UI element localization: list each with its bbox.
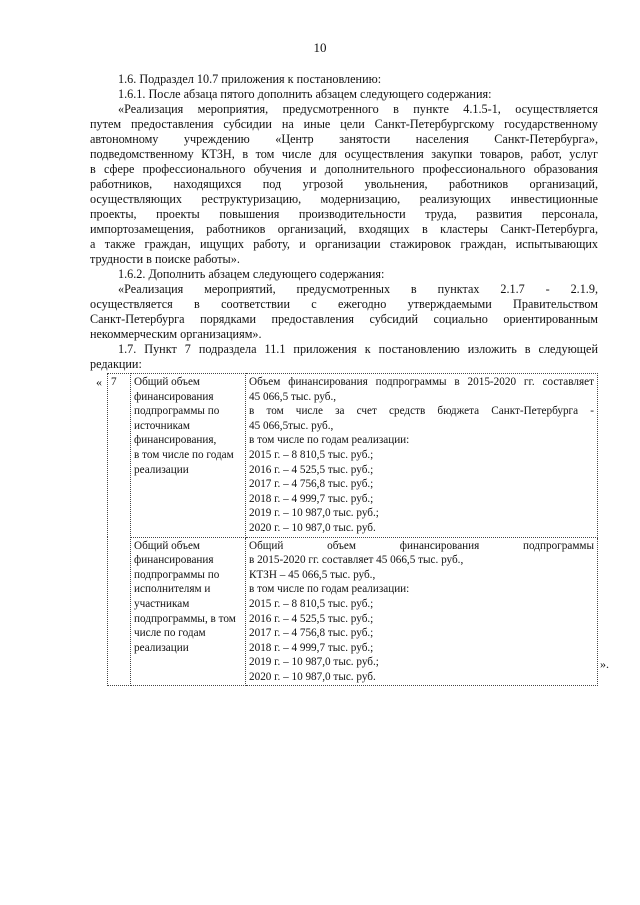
- text-line: а также граждан, ищущих работу, и организации стажировок граждан, испытывающих: [90, 237, 598, 251]
- text-line: трудности в поиске работы».: [90, 252, 240, 266]
- row-number-cell: [108, 374, 131, 686]
- label-line: Общий объем: [134, 539, 200, 552]
- label-line: реализации: [134, 641, 189, 654]
- text-line: работников, находящихся под угрозой увольнения, работников организаций,: [90, 177, 598, 191]
- label-line: подпрограммы по: [134, 405, 220, 418]
- value-cell: [246, 374, 598, 538]
- value-line: Объем финансирования подпрограммы в 2015-2020 гг. составляет: [249, 376, 594, 388]
- table-row: [108, 374, 598, 538]
- value-line: 2020 г. – 10 987,0 тыс. руб.: [249, 670, 376, 683]
- value-line: 2015 г. – 8 810,5 тыс. руб.;: [249, 448, 374, 461]
- value-line: 2017 г. – 4 756,8 тыс. руб.;: [249, 627, 374, 640]
- value-line: 45 066,5 тыс. руб.,: [249, 390, 337, 403]
- value-line: в том числе по годам реализации:: [249, 434, 410, 447]
- text-line: 1.6. Подраздел 10.7 приложения к постановлению:: [118, 72, 382, 86]
- text-line: Санкт-Петербурга порядками предоставления субсидий социально ориентированным: [90, 312, 598, 326]
- text-line: в сфере профессионального обучения и дополнительного профессионального образования: [90, 162, 598, 176]
- text-line: «Реализация мероприятия, предусмотренного в пункте 4.1.5-1, осуществляется: [118, 102, 598, 116]
- label-line: финансирования,: [134, 434, 217, 447]
- value-line: 2017 г. – 4 756,8 тыс. руб.;: [249, 478, 374, 491]
- label-line: исполнителям и: [134, 583, 211, 596]
- value-line: 45 066,5тыс. руб.,: [249, 419, 334, 432]
- value-line: в том числе за счет средств бюджета Санкт-Петербурга -: [249, 405, 594, 418]
- text-line: проекты, проекты повышения производительности труда, развития персонала,: [90, 207, 598, 221]
- text-line: 1.6.2. Дополнить абзацем следующего содержания:: [118, 267, 385, 281]
- text-line: автономному учреждению «Центр занятости населения Санкт-Петербурга»,: [90, 132, 598, 146]
- label-line: реализации: [134, 463, 189, 476]
- text-line: импортозамещения, работников организаций, входящих в кластеры Санкт-Петербурга,: [90, 222, 598, 236]
- text-line: путем предоставления субсидии на иные цели Санкт-Петербургскому государственному: [90, 117, 598, 131]
- financing-table: [107, 373, 598, 686]
- label-line: источникам: [134, 419, 190, 432]
- value-line: 2016 г. – 4 525,5 тыс. руб.;: [249, 612, 374, 625]
- table-quote-open: «: [96, 375, 102, 389]
- label-cell: [131, 537, 246, 686]
- label-line: финансирования: [134, 390, 214, 403]
- label-line: в том числе по годам: [134, 448, 234, 461]
- value-line: КТЗН – 45 066,5 тыс. руб.,: [249, 568, 376, 581]
- value-line: 2020 г. – 10 987,0 тыс. руб.: [249, 521, 376, 534]
- value-line: 2015 г. – 8 810,5 тыс. руб.;: [249, 597, 374, 610]
- text-line: 1.7. Пункт 7 подраздела 11.1 приложения к постановлению изложить в следующей: [118, 342, 598, 356]
- value-line: 2018 г. – 4 999,7 тыс. руб.;: [249, 492, 374, 505]
- value-line: в 2015-2020 гг. составляет 45 066,5 тыс. руб.,: [249, 554, 464, 567]
- text-line: редакции:: [90, 357, 142, 371]
- value-line: 2018 г. – 4 999,7 тыс. руб.;: [249, 641, 374, 654]
- value-line: 2019 г. – 10 987,0 тыс. руб.;: [249, 507, 379, 520]
- label-line: финансирования: [134, 554, 214, 567]
- value-line: в том числе по годам реализации:: [249, 583, 410, 596]
- value-line: 2019 г. – 10 987,0 тыс. руб.;: [249, 656, 379, 669]
- label-line: числе по годам: [134, 627, 206, 640]
- text-line: осуществляется в соответствии с ежегодно утверждаемыми Правительством: [90, 297, 598, 311]
- label-cell: [131, 374, 246, 538]
- value-line: 2016 г. – 4 525,5 тыс. руб.;: [249, 463, 374, 476]
- text-line: некоммерческим организациям».: [90, 327, 262, 341]
- text-line: осуществляющих реструктуризацию, модернизацию, реализующих инвестиционные: [90, 192, 598, 206]
- label-line: Общий объем: [134, 376, 200, 388]
- text-line: подведомственному КТЗН, в том числе для осуществления закупки товаров, работ, услуг: [90, 147, 598, 161]
- value-cell: [246, 537, 598, 686]
- label-line: подпрограммы, в том: [134, 612, 236, 625]
- row-number: 7: [111, 376, 117, 388]
- table-row: [108, 537, 598, 686]
- text-line: 1.6.1. После абзаца пятого дополнить абзацем следующего содержания:: [118, 87, 492, 101]
- table-quote-close: ».: [600, 657, 609, 671]
- text-line: «Реализация мероприятий, предусмотренных в пунктах 2.1.7 - 2.1.9,: [118, 282, 598, 296]
- value-line: Общий объем финансирования подпрограммы: [249, 539, 594, 552]
- page-number: 10: [313, 40, 327, 55]
- label-line: подпрограммы по: [134, 568, 220, 581]
- label-line: участникам: [134, 597, 190, 610]
